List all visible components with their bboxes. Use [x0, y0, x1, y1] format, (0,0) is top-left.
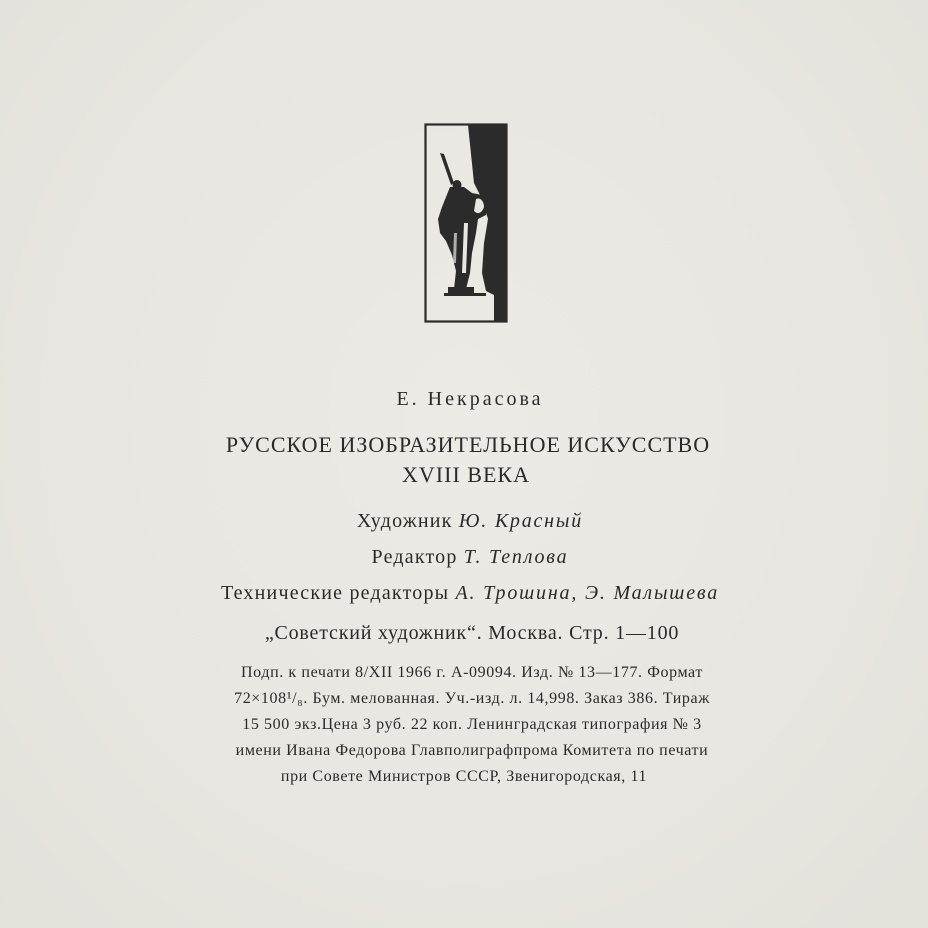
- editor-label: Редактор: [371, 546, 458, 568]
- imprint-line-5: при Совете Министров СССР, Звенигородская, 11: [280, 768, 648, 785]
- artist-name: Ю. Красный: [458, 510, 584, 532]
- imprint-line-4: имени Ивана Федорова Главполиграфпрома Комитета по печати: [235, 742, 709, 759]
- tech-editors-names: А. Трошина, Э. Малышева: [455, 582, 720, 604]
- editor-credit: [0, 546, 928, 569]
- imprint-line-1: Подп. к печати 8/XII 1966 г. А-09094. Изд. № 13—177. Формат: [241, 664, 703, 681]
- imprint-line-2: 72×108¹/₈. Бум. мелованная. Уч.-изд. л. 14,998. Заказ 386. Тираж: [234, 690, 710, 707]
- artist-label: Художник: [356, 510, 453, 532]
- tech-editors-label: Технические редакторы: [220, 582, 450, 604]
- editor-name: Т. Теплова: [463, 546, 569, 568]
- publisher-line: „Советский художник“. Москва. Стр. 1—100: [264, 622, 680, 644]
- imprint-line-3: 15 500 экз.Цена 3 руб. 22 коп. Ленинградская типография № 3: [242, 716, 702, 733]
- author-name: Е. Некрасова: [396, 388, 544, 410]
- statue-emblem-icon: [424, 123, 508, 323]
- book-title-line-1: РУССКОЕ ИЗОБРАЗИТЕЛЬНОЕ ИСКУССТВО: [225, 432, 711, 457]
- artist-credit: [0, 510, 928, 533]
- tech-editors-credit: [0, 582, 928, 605]
- book-title-line-2: XVIII ВЕКА: [402, 462, 530, 487]
